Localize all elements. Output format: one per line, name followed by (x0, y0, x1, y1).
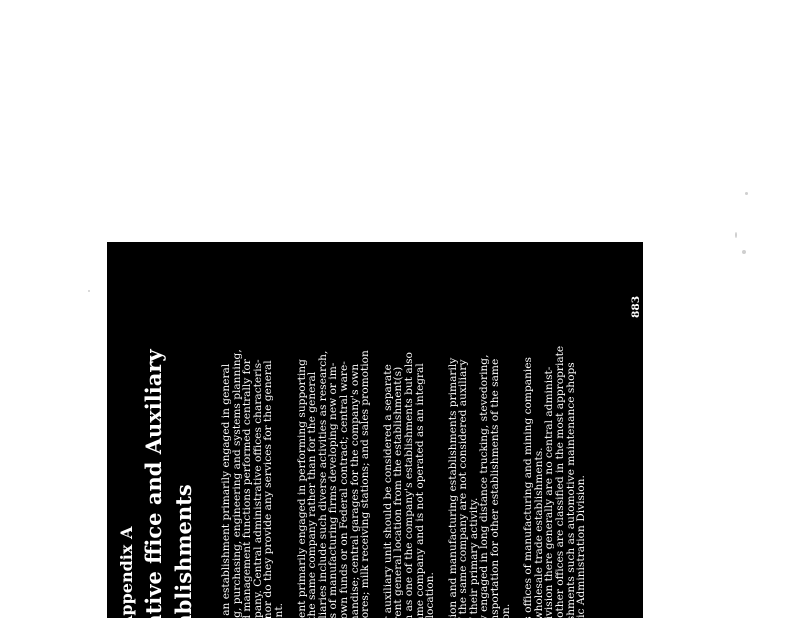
text-line: xiliaries include such diverse activities as research, (316, 350, 329, 628)
scan-speck (742, 250, 746, 254)
paragraph (297, 242, 371, 628)
rotated-page-content (107, 242, 643, 628)
text-line: ed management functions performed centrally for (241, 359, 254, 628)
scan-speck (88, 290, 90, 292)
scanned-page (107, 242, 643, 628)
text-line: ily engaged in long distance trucking, stevedoring, (478, 354, 491, 628)
page-text-block (107, 242, 643, 628)
text-line: tent. (272, 603, 285, 628)
text-line: of their primary activity. (467, 497, 480, 628)
text-line: of the same company are not considered auxiliary (457, 359, 470, 628)
paragraph (523, 242, 587, 628)
page-number: 883 (630, 295, 642, 318)
title-line: ablishments (171, 484, 196, 628)
paragraph (221, 242, 285, 628)
text-line: ing, purchasing, engineering and systems planning, (230, 349, 243, 628)
scan-speck (735, 232, 737, 238)
text-line: or auxiliary unit should be considered a separate (381, 364, 394, 628)
text-line: s nor do they provide any services for the general (262, 360, 275, 628)
text-line: ation and manufacturing establishments primarily (446, 357, 459, 628)
text-line: es offices of manufacturing and mining companies (522, 357, 535, 628)
scan-speck (745, 192, 748, 195)
text-line: f the same company rather than for the general (306, 371, 319, 628)
text-line: stores; milk receiving stations; and sales promotion (359, 350, 372, 628)
text-line: s own funds or on Federal contract; central ware- (337, 361, 350, 628)
text-line: lishments such as automotive maintenance shops (564, 362, 577, 628)
text-line: Division there generally are no central administ- (543, 366, 556, 628)
text-line: chandise; central garages for the company's own (348, 363, 361, 628)
text-line: ies of manufacturing firms developing new or im- (327, 362, 340, 628)
text-line: mpany. Central administrative offices characteris- (251, 359, 264, 628)
page-title (139, 248, 199, 628)
paragraph (383, 242, 436, 628)
text-line: blic Administration Division. (575, 475, 588, 628)
appendix-label: Appendix A (117, 526, 136, 628)
title-line: ative ffice and Auxiliary (141, 349, 166, 628)
body-text (221, 242, 587, 628)
text-line: ment primarily engaged in performing supporting (295, 359, 308, 628)
text-line: tion. (499, 603, 512, 628)
text-line: ansportation for other establishments of the same (489, 358, 502, 628)
text-line: erent general location from the establishment(s) (392, 366, 405, 628)
text-line: is an establishment primarily engaged in general (220, 363, 232, 628)
text-line: ) wholesale trade establishments. (532, 447, 545, 628)
paragraph (448, 242, 512, 628)
text-line: same company and is not operated as an integral (413, 363, 426, 628)
text-line: d other offices are classified in the most appropriate (554, 345, 567, 628)
text-line: e location. (424, 572, 437, 628)
text-line: on as one of the company's establishments but also (402, 352, 415, 628)
